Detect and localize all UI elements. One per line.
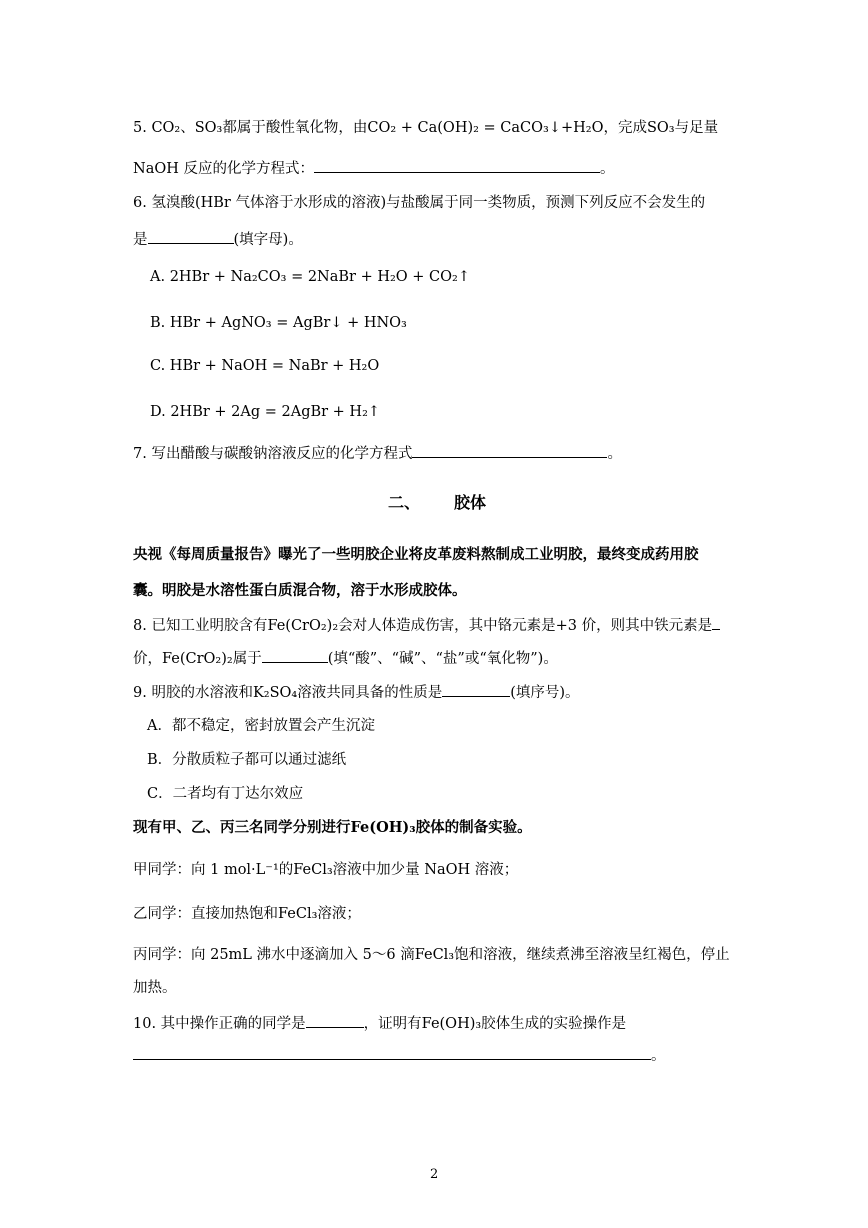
q9-stem-start: 9. 明胶的水溶液和K₂SO₄溶液共同具备的性质是 xyxy=(133,685,443,701)
experiment-bing-line1: 丙同学：向 25mL 沸水中逐滴加入 5～6 滴FeCl₃饱和溶液，继续煮沸至溶液呈红褐色，停止 xyxy=(133,947,730,963)
q9-stem xyxy=(133,682,580,703)
q8-line2-start: 价，Fe(CrO₂)₂属于 xyxy=(133,651,262,667)
q6-line1: 6. 氢溴酸(HBr 气体溶于水形成的溶液)与盐酸属于同一类物质，预测下列反应不会发生的 xyxy=(133,195,706,211)
page-number: 2 xyxy=(430,1167,439,1182)
q5-answer-blank[interactable] xyxy=(314,158,600,173)
q10-line1 xyxy=(133,1013,626,1034)
q10-start: 10. 其中操作正确的同学是 xyxy=(133,1016,306,1032)
q6-option-b: B. HBr + AgNO₃ = AgBr↓ + HNO₃ xyxy=(150,315,407,331)
experiment-jia: 甲同学：向 1 mol·L⁻¹的FeCl₃溶液中加少量 NaOH 溶液； xyxy=(133,862,519,878)
q5-line2-end: 。 xyxy=(599,161,615,177)
q5-line2 xyxy=(133,158,614,179)
q6-answer-blank[interactable] xyxy=(148,229,234,244)
section-number: 二、 xyxy=(388,493,421,512)
q8-valence-blank[interactable] xyxy=(712,615,720,630)
q9-option-a: A．都不稳定，密封放置会产生沉淀 xyxy=(147,718,375,734)
q9-option-c: C．二者均有丁达尔效应 xyxy=(147,786,304,802)
q8-line1-text: 8. 已知工业明胶含有Fe(CrO₂)₂会对人体造成伤害，其中铬元素是+3 价，则其中铁元素是 xyxy=(133,618,713,634)
q6-line2 xyxy=(133,229,303,250)
q6-option-a: A. 2HBr + Na₂CO₃ = 2NaBr + H₂O + CO₂↑ xyxy=(150,269,470,285)
q10-end: 。 xyxy=(651,1048,666,1064)
q9-answer-blank[interactable] xyxy=(442,682,510,697)
q9-option-b: B．分散质粒子都可以通过滤纸 xyxy=(147,752,347,768)
section-heading xyxy=(388,493,486,513)
experiment-yi: 乙同学：直接加热饱和FeCl₃溶液； xyxy=(133,906,361,922)
q7-answer-blank[interactable] xyxy=(412,443,607,458)
q7-end: 。 xyxy=(607,446,622,462)
experiment-intro: 现有甲、乙、丙三名同学分别进行Fe(OH)₃胶体的制备实验。 xyxy=(133,819,532,836)
q8-class-blank[interactable] xyxy=(262,648,328,663)
q6-line2-end: (填字母)。 xyxy=(233,232,303,248)
q7-text: 7. 写出醋酸与碳酸钠溶液反应的化学方程式 xyxy=(133,446,413,462)
q9-stem-end: (填序号)。 xyxy=(510,685,580,701)
q10-line2 xyxy=(133,1045,666,1066)
intro-line2: 囊。明胶是水溶性蛋白质混合物，溶于水形成胶体。 xyxy=(133,582,467,599)
q5-line1: 5. CO₂、SO₃都属于酸性氧化物，由CO₂ + Ca(OH)₂ = CaCO₃↓+H₂O，完成SO₃与足量 xyxy=(133,120,719,136)
q8-line2-end: (填“酸”、“碱”、“盐”或“氧化物”)。 xyxy=(327,651,558,667)
intro-line1: 央视《每周质量报告》曝光了一些明胶企业将皮革废料熬制成工业明胶，最终变成药用胶 xyxy=(133,546,699,563)
q7-line xyxy=(133,443,622,464)
section-title: 胶体 xyxy=(454,493,487,512)
q10-student-blank[interactable] xyxy=(306,1013,364,1028)
q10-middle: ，证明有Fe(OH)₃胶体生成的实验操作是 xyxy=(363,1016,627,1032)
q5-line2-text: NaOH 反应的化学方程式： xyxy=(133,161,314,177)
q6-line2-start: 是 xyxy=(133,232,148,248)
q6-option-d: D. 2HBr + 2Ag = 2AgBr + H₂↑ xyxy=(150,404,381,420)
q10-operation-blank[interactable] xyxy=(133,1045,651,1060)
q6-option-c: C. HBr + NaOH = NaBr + H₂O xyxy=(150,358,380,374)
experiment-bing-line2: 加热。 xyxy=(133,980,177,996)
q8-line1 xyxy=(133,615,720,636)
q8-line2 xyxy=(133,648,558,669)
